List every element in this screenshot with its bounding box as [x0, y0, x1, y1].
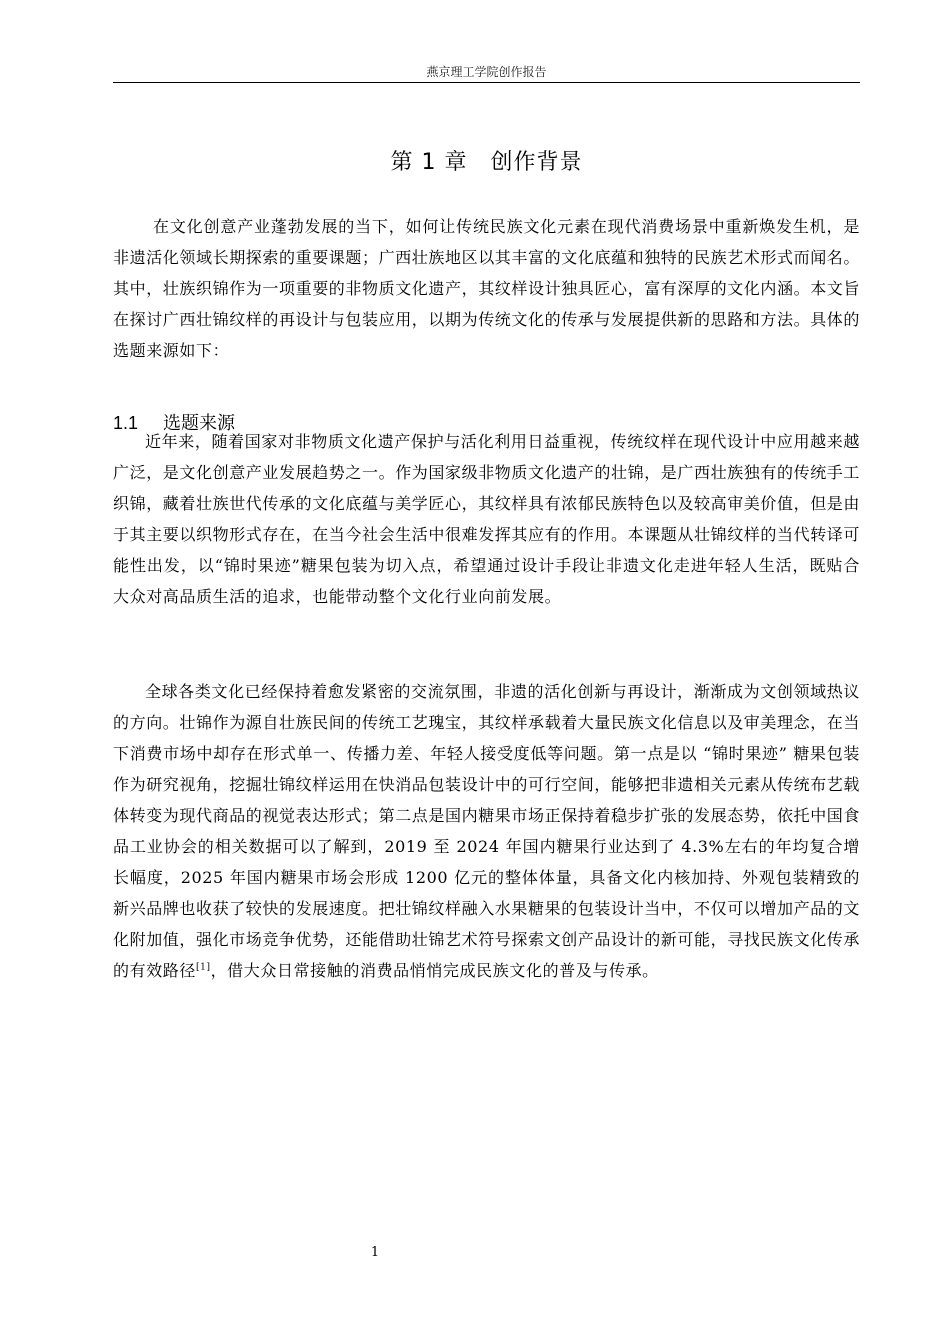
page-number: 1 — [370, 1245, 380, 1260]
section-number: 1.1 — [113, 413, 139, 433]
citation-reference: [1] — [196, 962, 211, 973]
page-header: 燕京理工学院创作报告 — [113, 62, 860, 83]
intro-paragraph: 在文化创意产业蓬勃发展的当下，如何让传统民族文化元素在现代消费场景中重新焕发生机，是非遗活化领域长期探索的重要课题；广西壮族地区以其丰富的文化底蕴和独特的民族艺术形式而闻名。其中，壮族织锦作为一项重要的非物质文化遗产，其纹样设计独具匠心，富有深厚的文化内涵。本文旨在探讨广西壮锦纹样的再设计与包装应用，以期为传统文化的传承与发展提供新的思路和方法。具体的选题来源如下： — [113, 217, 861, 360]
section-title: 选题来源 — [163, 413, 235, 434]
body-paragraph-2-text: 全球各类文化已经保持着愈发紧密的交流氛围，非遗的活化创新与再设计，渐渐成为文创领域热议的方向。壮锦作为源自壮族民间的传统工艺瑰宝，其纹样承载着大量民族文化信息以及审美理念，在当下消费市场中却存在形式单一、传播力差、年轻人接受度低等问题。第一点是以 “锦时果迹” 糖果包装作为研究视角，挖掘壮锦纹样运用在快消品包装设计中的可行空间，能够把非遗相关元素从传统布艺载体转变为现代商品的视觉表达形式；第二点是国内糖果市场正保持着稳步扩张的发展态势，依托中国食品工业协会的相关数据可以了解到，2019 至 2024 年国内糖果行业达到了 4.3%左右的年均复合增长幅度，2025 年国内糖果市场会形成 1200 亿元的整体体量，具备文化内核加持、外观包装精致的新兴品牌也收获了较快的发展速度。把壮锦纹样融入水果糖果的包装设计当中，不仅可以增加产品的文化附加值，强化市场竞争优势，还能借助壮锦艺术符号探索文创产品设计的新可能，寻找民族文化传承的有效路径 — [113, 682, 861, 980]
chapter-title: 第 1 章 创作背景 — [390, 150, 583, 175]
body-paragraph-2-tail: ，借大众日常接触的消费品悄悄完成民族文化的普及与传承。 — [210, 961, 659, 980]
body-paragraph-2 — [113, 676, 860, 986]
body-paragraph-1: 近年来，随着国家对非物质文化遗产保护与活化利用日益重视，传统纹样在现代设计中应用越来越广泛，是文化创意产业发展趋势之一。作为国家级非物质文化遗产的壮锦，是广西壮族独有的传统手工织锦，藏着壮族世代传承的文化底蕴与美学匠心，其纹样具有浓郁民族特色以及较高审美价值，但是由于其主要以织物形式存在，在当今社会生活中很难发挥其应有的作用。本课题从壮锦纹样的当代转译可能性出发，以“锦时果迹”糖果包装为切入点，希望通过设计手段让非遗文化走进年轻人生活，既贴合大众对高品质生活的追求，也能带动整个文化行业向前发展。 — [113, 432, 861, 606]
